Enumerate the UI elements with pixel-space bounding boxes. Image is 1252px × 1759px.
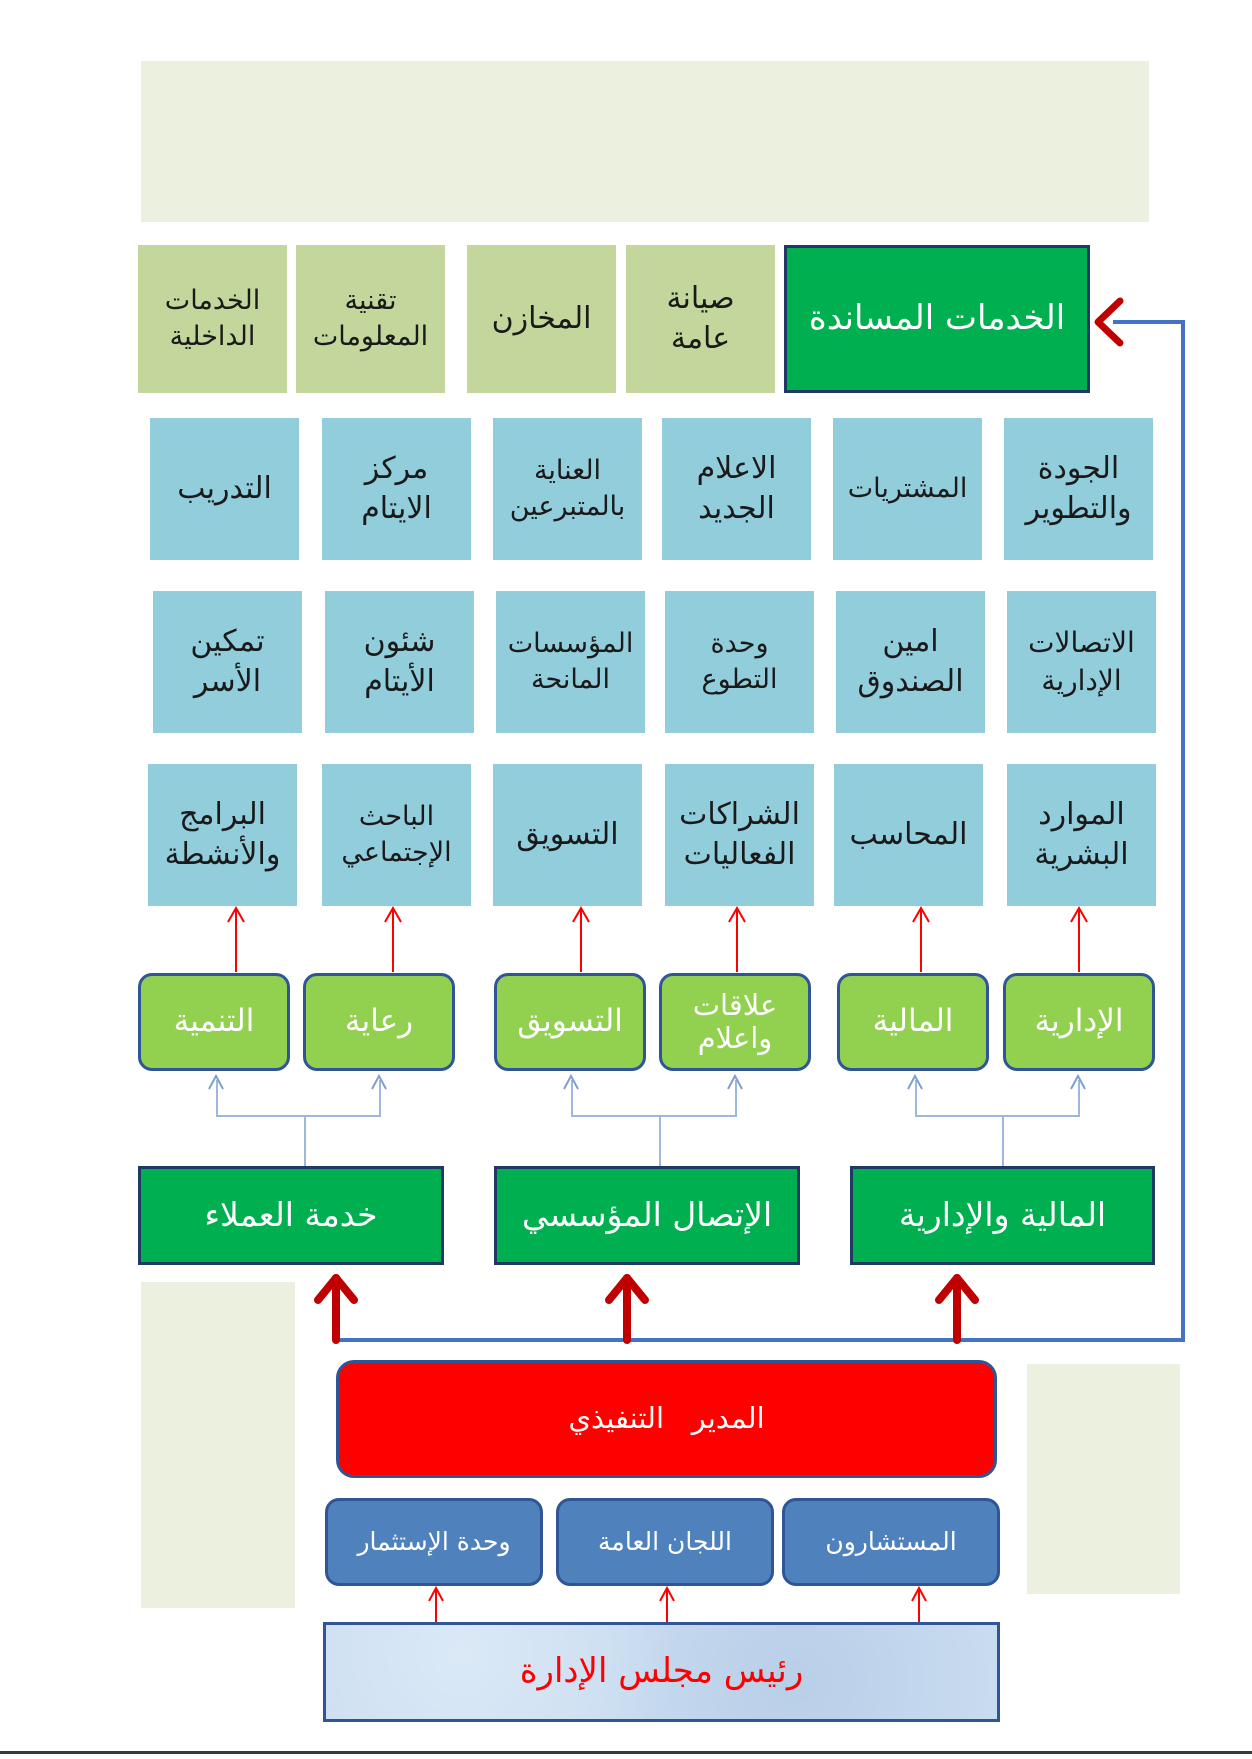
- unit-volunteering[interactable]: وحدة التطوع: [665, 591, 814, 733]
- general-committees[interactable]: اللجان العامة: [556, 1498, 774, 1586]
- dept-customer-service[interactable]: خدمة العملاء: [138, 1166, 444, 1265]
- section-finance[interactable]: المالية: [837, 973, 989, 1071]
- bottom-border: [0, 1751, 1252, 1754]
- support-services-header[interactable]: الخدمات المساندة: [784, 245, 1090, 393]
- unit-family-empowerment[interactable]: تمكين الأسر: [153, 591, 302, 733]
- dept-corporate-communication[interactable]: الإتصال المؤسسي: [494, 1166, 800, 1265]
- investment-unit[interactable]: وحدة الإستثمار: [325, 1498, 543, 1586]
- unit-new-media[interactable]: الاعلام الجديد: [662, 418, 811, 560]
- section-marketing[interactable]: التسويق: [494, 973, 646, 1071]
- unit-partnerships-events[interactable]: الشراكات الفعاليات: [665, 764, 814, 906]
- unit-marketing[interactable]: التسويق: [493, 764, 642, 906]
- support-item-internal-services[interactable]: الخدمات الداخلية: [138, 245, 287, 393]
- support-item-maintenance[interactable]: صيانة عامة: [626, 245, 775, 393]
- support-item-it[interactable]: تقنية المعلومات: [296, 245, 445, 393]
- unit-orphans-affairs[interactable]: شئون الأيتام: [325, 591, 474, 733]
- unit-programs-activities[interactable]: البرامج والأنشطة: [148, 764, 297, 906]
- unit-donor-institutions[interactable]: المؤسسات المانحة: [496, 591, 645, 733]
- unit-donor-care[interactable]: العناية بالمتبرعين: [493, 418, 642, 560]
- unit-training[interactable]: التدريب: [150, 418, 299, 560]
- section-development[interactable]: التنمية: [138, 973, 290, 1071]
- section-relations-media[interactable]: علاقات واعلام: [659, 973, 811, 1071]
- unit-accountant[interactable]: المحاسب: [834, 764, 983, 906]
- unit-admin-communications[interactable]: الاتصالات الإدارية: [1007, 591, 1156, 733]
- unit-social-researcher[interactable]: الباحث الإجتماعي: [322, 764, 471, 906]
- support-item-warehouses[interactable]: المخازن: [467, 245, 616, 393]
- unit-treasurer[interactable]: امين الصندوق: [836, 591, 985, 733]
- board-chairman[interactable]: رئيس مجلس الإدارة: [323, 1622, 1000, 1722]
- unit-orphans-center[interactable]: مركز الايتام: [322, 418, 471, 560]
- unit-human-resources[interactable]: الموارد البشرية: [1007, 764, 1156, 906]
- unit-procurement[interactable]: المشتريات: [833, 418, 982, 560]
- section-administrative[interactable]: الإدارية: [1003, 973, 1155, 1071]
- unit-quality-development[interactable]: الجودة والتطوير: [1004, 418, 1153, 560]
- executive-director[interactable]: المدير التنفيذي: [336, 1360, 997, 1478]
- section-care[interactable]: رعاية: [303, 973, 455, 1071]
- advisors[interactable]: المستشارون: [782, 1498, 1000, 1586]
- dept-finance-admin[interactable]: المالية والإدارية: [850, 1166, 1155, 1265]
